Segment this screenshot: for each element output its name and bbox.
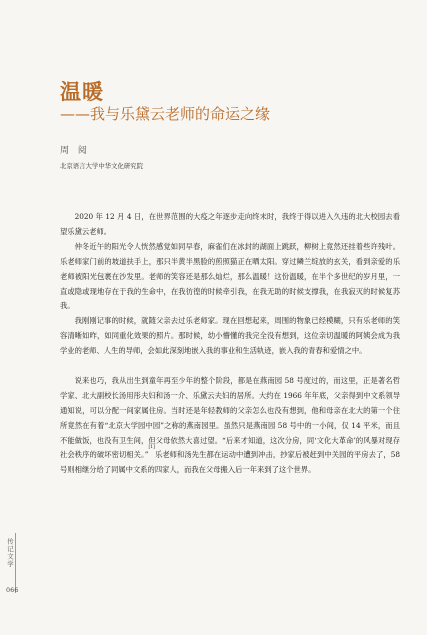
journal-section-label: 传记文学 [6, 538, 14, 568]
paragraph-4-continued: 乐老师和汤先生都在运动中遭到冲击，抄家后被赶到中关园的平房去了，58 号则相继分给了同属中文系的四家人，而我在父母搬入后一年来到了这个世界。 [60, 450, 400, 475]
sidebar-divider [15, 533, 16, 593]
footnote-ref: [1] [148, 445, 155, 451]
paragraph-3: 我刚刚记事的时候，就随父亲去过乐老师家。现在回想起来，周围的物象已经模糊，只有乐老师的笑容清晰如昨，如同重化效果的照片。那时候，幼小懵懂的我完全没有想到，这位亲切温暖的阿姨会成为我学业的老师、人生的导师，会如此深刻地嵌入我的事业和生活轨迹，嵌入我的青春和爱情之中。 [60, 316, 400, 356]
article-body [60, 210, 400, 478]
paragraph-4-text: 说来也巧，我从出生到童年再至少年的整个阶段，都是在燕南园 58 号度过的，而这里，正是著名哲学家、北大副校长汤用彤夫妇和汤一介、乐黛云夫妇的居所。大约在 1966 年年底，父亲得到中文系领导通知说，可以分配一间家属住房。当时还是年轻教师的父亲怎么也没有想到，他和母亲在北大的第一个住所竟然在有着“北京大学园中园”之称的燕南园里。虽然只是燕南园 58 号中的一小间，仅 14 平米，而且不能做饭，也没有卫生间，但父母依然大喜过望。“后来才知道，这次分房，同‘文化大革命’的风暴对现存社会秩序的破坏密切相关。” [60, 375, 400, 460]
article-title: 温暖 [60, 80, 104, 104]
author-affiliation: 北京语言大学中华文化研究院 [60, 162, 144, 170]
paragraph-2: 仲冬近午的阳光令人恍然感觉如同早春，麻雀们在冰封的湖面上跳跃，柳树上竟然还挂着些许残叶。乐老师家门前的坡道扶手上，那只半黄半黑脸的煎照猫正在晒太阳。穿过鳞兰绽放的玄关，看到亲爱的乐老师被阳光包裹在沙发里。老师的笑容还是那么灿烂，那么温暖！这份温暖，在半个多世纪的岁月里，一直或隐或现地存在于我的生命中，在我彷徨的时候牵引我，在我无助的时候支撑我，在我寂灭的时候复苏我。 [60, 241, 400, 311]
author-name: 周 阅 [60, 146, 90, 156]
paragraph-1: 2020 年 12 月 4 日，在世界范围的大疫之年逐步走向终末时，我终于得以进入久违的北大校园去看望乐黛云老师。 [60, 212, 400, 236]
article-subtitle: ——我与乐黛云老师的命运之缘 [60, 105, 271, 123]
paragraph-4 [60, 374, 400, 478]
page-number: 066 [6, 586, 19, 594]
